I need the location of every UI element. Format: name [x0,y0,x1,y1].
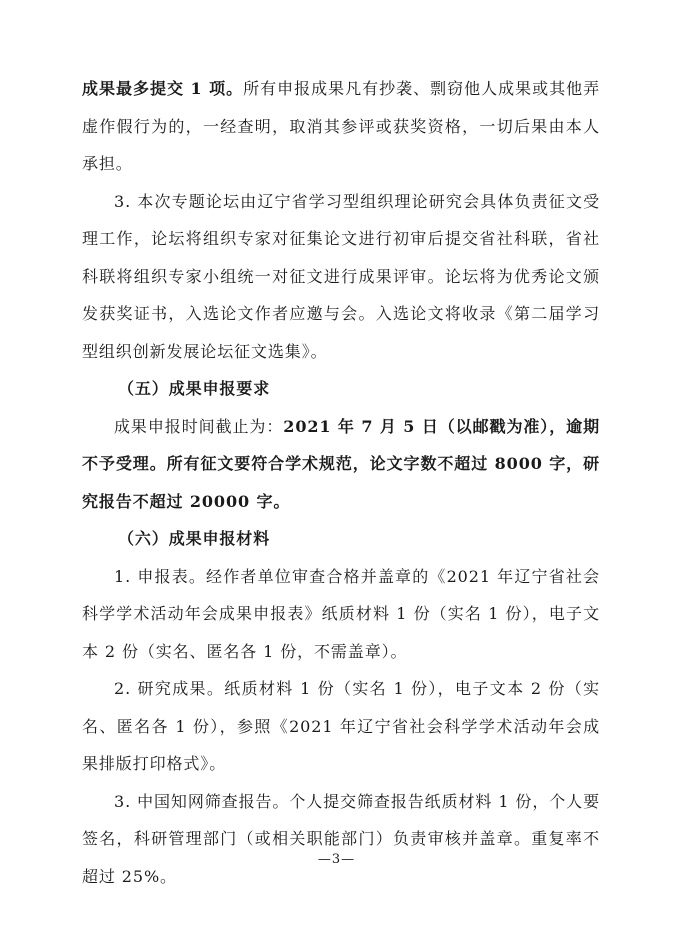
plagiarism-clause: 所有申报成果凡有抄袭、剽窃他人成果或其他弄虚作假行为的，一经查明，取消其参评或获奖资格，一切后果由本人承担。 [82,79,600,173]
page-number: —3— [317,852,356,867]
paragraph-forum-organization: 3. 本次专题论坛由辽宁省学习型组织理论研究会具体负责征文受理工作，论坛将组织专家对征集论文进行初审后提交省社科联，省社科联将组织专家小组统一对征文进行成果评审。论坛将为优秀论文颁发获奖证书，入选论文作者应邀与会。入选论文将收录《第二届学习型组织创新发展论坛征文选集》。 [82,191,600,361]
paragraph-research-results: 2. 研究成果。纸质材料 1 份（实名 1 份），电子文本 2 份（实名、匿名各 1 份），参照《2021 年辽宁省社会科学学术活动年会成果排版打印格式》。 [82,679,600,773]
paragraph-submission-limit [82,70,600,183]
bold-submission-count: 成果最多提交 1 项。 [82,79,244,98]
paragraph-application-form: 1. 申报表。经作者单位审查合格并盖章的《2021 年辽宁省社会科学学术活动年会成果申报表》纸质材料 1 份（实名 1 份），电子文本 2 份（实名、匿名各 1 份，不需盖章）。 [82,566,600,661]
paragraph-deadline [82,408,600,521]
document-page [82,70,600,895]
paragraph-plagiarism-report: 3. 中国知网筛查报告。个人提交筛查报告纸质材料 1 份，个人要签名，科研管理部门（或相关职能部门）负责审核并盖章。重复率不超过 25%。 [82,791,600,886]
section-heading-materials: （六）成果申报材料 [118,529,271,548]
section-heading-requirements: （五）成果申报要求 [118,379,271,398]
deadline-details: 2021 年 7 月 5 日（以邮戳为准），逾期不予受理。所有征文要符合学术规范，论文字数不超过 8000 字，研究报告不超过 20000 字。 [82,416,600,511]
deadline-label: 成果申报时间截止为： [114,416,284,436]
